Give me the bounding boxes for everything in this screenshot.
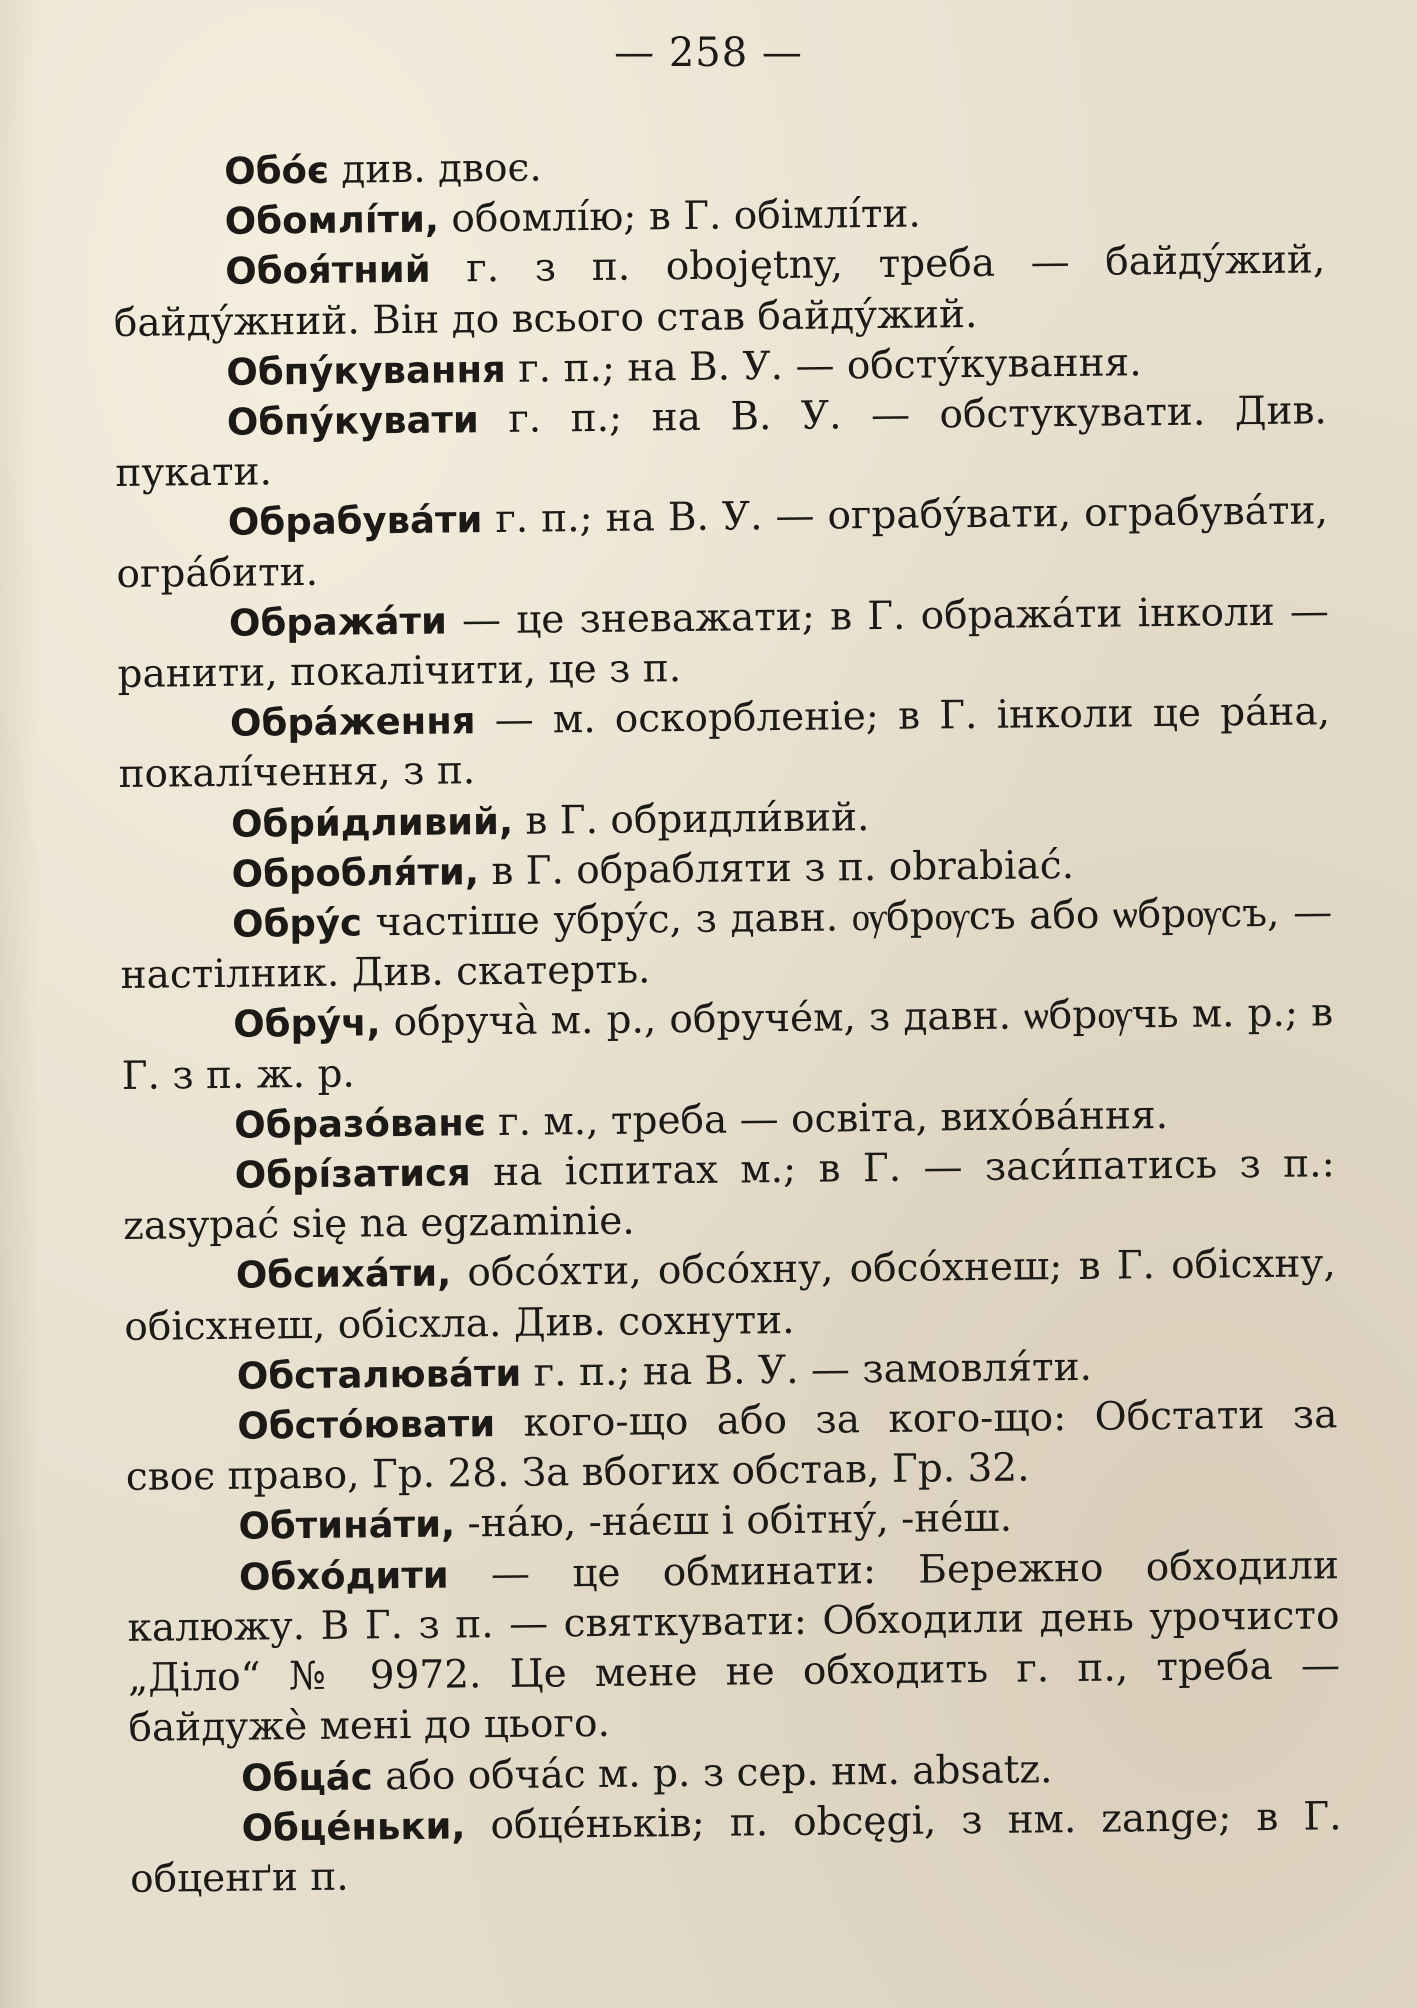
entry-headword: Обце́ньки, (241, 1804, 466, 1850)
entry-headword: Обоя́тний (225, 248, 431, 294)
entry-headword: Обробля́ти, (231, 850, 480, 896)
dictionary-entry (116, 487, 1329, 600)
entry-text: обце́ньків; п. obcęgi, з нм. zange; в Г. обценґи п. (129, 1793, 1342, 1902)
entry-headword: Обца́с (240, 1754, 373, 1800)
entry-text: на іспитах м.; в Г. — заси́патись з п.: zasypać się na egzaminie. (123, 1141, 1335, 1250)
dictionary-entry (113, 236, 1326, 349)
entry-headword: Обомлі́ти, (224, 197, 440, 244)
entry-headword: Обо́є (224, 148, 330, 193)
entry-headword: Обтина́ти, (238, 1502, 456, 1549)
entry-headword: Обхо́дити (238, 1553, 449, 1599)
entry-headword: Обру́с (231, 901, 363, 946)
page-number: — 258 — (614, 30, 803, 76)
entry-headword: Обпу́кування (226, 347, 507, 394)
dictionary-entry (125, 1390, 1338, 1503)
entry-text: або обча́с м. р. з сер. нм. absatz. (372, 1746, 1053, 1799)
entry-text: обомлі́ю; в Г. обімлі́ти. (438, 191, 922, 242)
entry-text: обсо́хти, обсо́хну, обсо́хнеш; в Г. обісхну, обісхнеш, обісхла. Див. сохнути. (124, 1241, 1336, 1350)
dictionary-entry (118, 688, 1331, 801)
entry-text: г. п.; на В. У. — ограбу́вати, ограбува́ти, огра́бити. (116, 488, 1329, 597)
entry-headword: Обрі́затися (234, 1151, 471, 1197)
dictionary-entries (112, 135, 1342, 1905)
entry-headword: Обража́ти (228, 599, 448, 645)
entry-text: -на́ю, -на́єш і обітну́, -не́ш. (454, 1496, 1013, 1547)
entry-text: г. п.; на В. У. — замовля́ти. (521, 1344, 1093, 1396)
entry-text: г. м., треба — освіта, вихо́ва́ння. (485, 1092, 1169, 1145)
dictionary-entry (115, 386, 1328, 499)
dictionary-entry (123, 1139, 1336, 1252)
entry-text: в Г. обрабляти з п. obrabiać. (478, 842, 1075, 895)
dictionary-entry (121, 989, 1334, 1102)
dictionary-entry (127, 1541, 1341, 1754)
entry-headword: Обру́ч, (232, 1001, 381, 1047)
entry-text: г. п.; на В. У. — обстукувати. Див. пукати. (115, 388, 1328, 497)
entry-headword: Обрабува́ти (227, 498, 483, 545)
entry-text: — це обминати: Бережно обходили калюжу. В Г. з п. — святкувати: Обходили день урочисто „Діло“ № 9972. Це мене не обходить г. п., треба — байдужѐ мені до цього. (127, 1542, 1341, 1752)
entry-text: кого-що або за кого-що: Обстати за своє право, Гр. 28. За вбогих обстав, Гр. 32. (125, 1392, 1338, 1501)
dictionary-entry (120, 888, 1333, 1001)
entry-headword: Образо́ванє (234, 1100, 486, 1147)
entry-text: — це зневажати; в Г. обража́ти інколи — ранити, покалічити, це з п. (117, 589, 1330, 698)
entry-text: обруча̀ м. р., обруче́м, з давн. ѡбрѹчь м. р.; в Г. з п. ж. р. (121, 990, 1334, 1099)
entry-headword: Обсталюва́ти (236, 1351, 522, 1398)
entry-text: г. п.; на В. У. — обсту́кування. (505, 340, 1142, 392)
dictionary-entry (129, 1792, 1342, 1905)
entry-text: в Г. обридли́вий. (512, 794, 870, 844)
entry-headword: Обра́ження (229, 699, 476, 746)
dictionary-entry (117, 587, 1330, 700)
entry-headword: Обсто́ювати (237, 1402, 496, 1448)
entry-text: частіше убру́с, з давн. ѹбрѹсъ або ѡбрѹсъ, — настілник. Див. скатерть. (120, 890, 1333, 999)
entry-headword: Обпу́кувати (226, 398, 480, 444)
entry-text: див. двоє. (328, 145, 542, 193)
entry-headword: Обсиха́ти, (235, 1251, 452, 1298)
entry-text: г. з п. obojętny, треба — байду́жий, байду́жний. Він до всього став байду́жий. (113, 237, 1326, 346)
entry-headword: Обри́дливий, (230, 799, 514, 846)
dictionary-entry (124, 1240, 1337, 1353)
entry-text: — м. оскорбленіе; в Г. інколи це ра́на, покалі́чення, з п. (118, 689, 1331, 798)
